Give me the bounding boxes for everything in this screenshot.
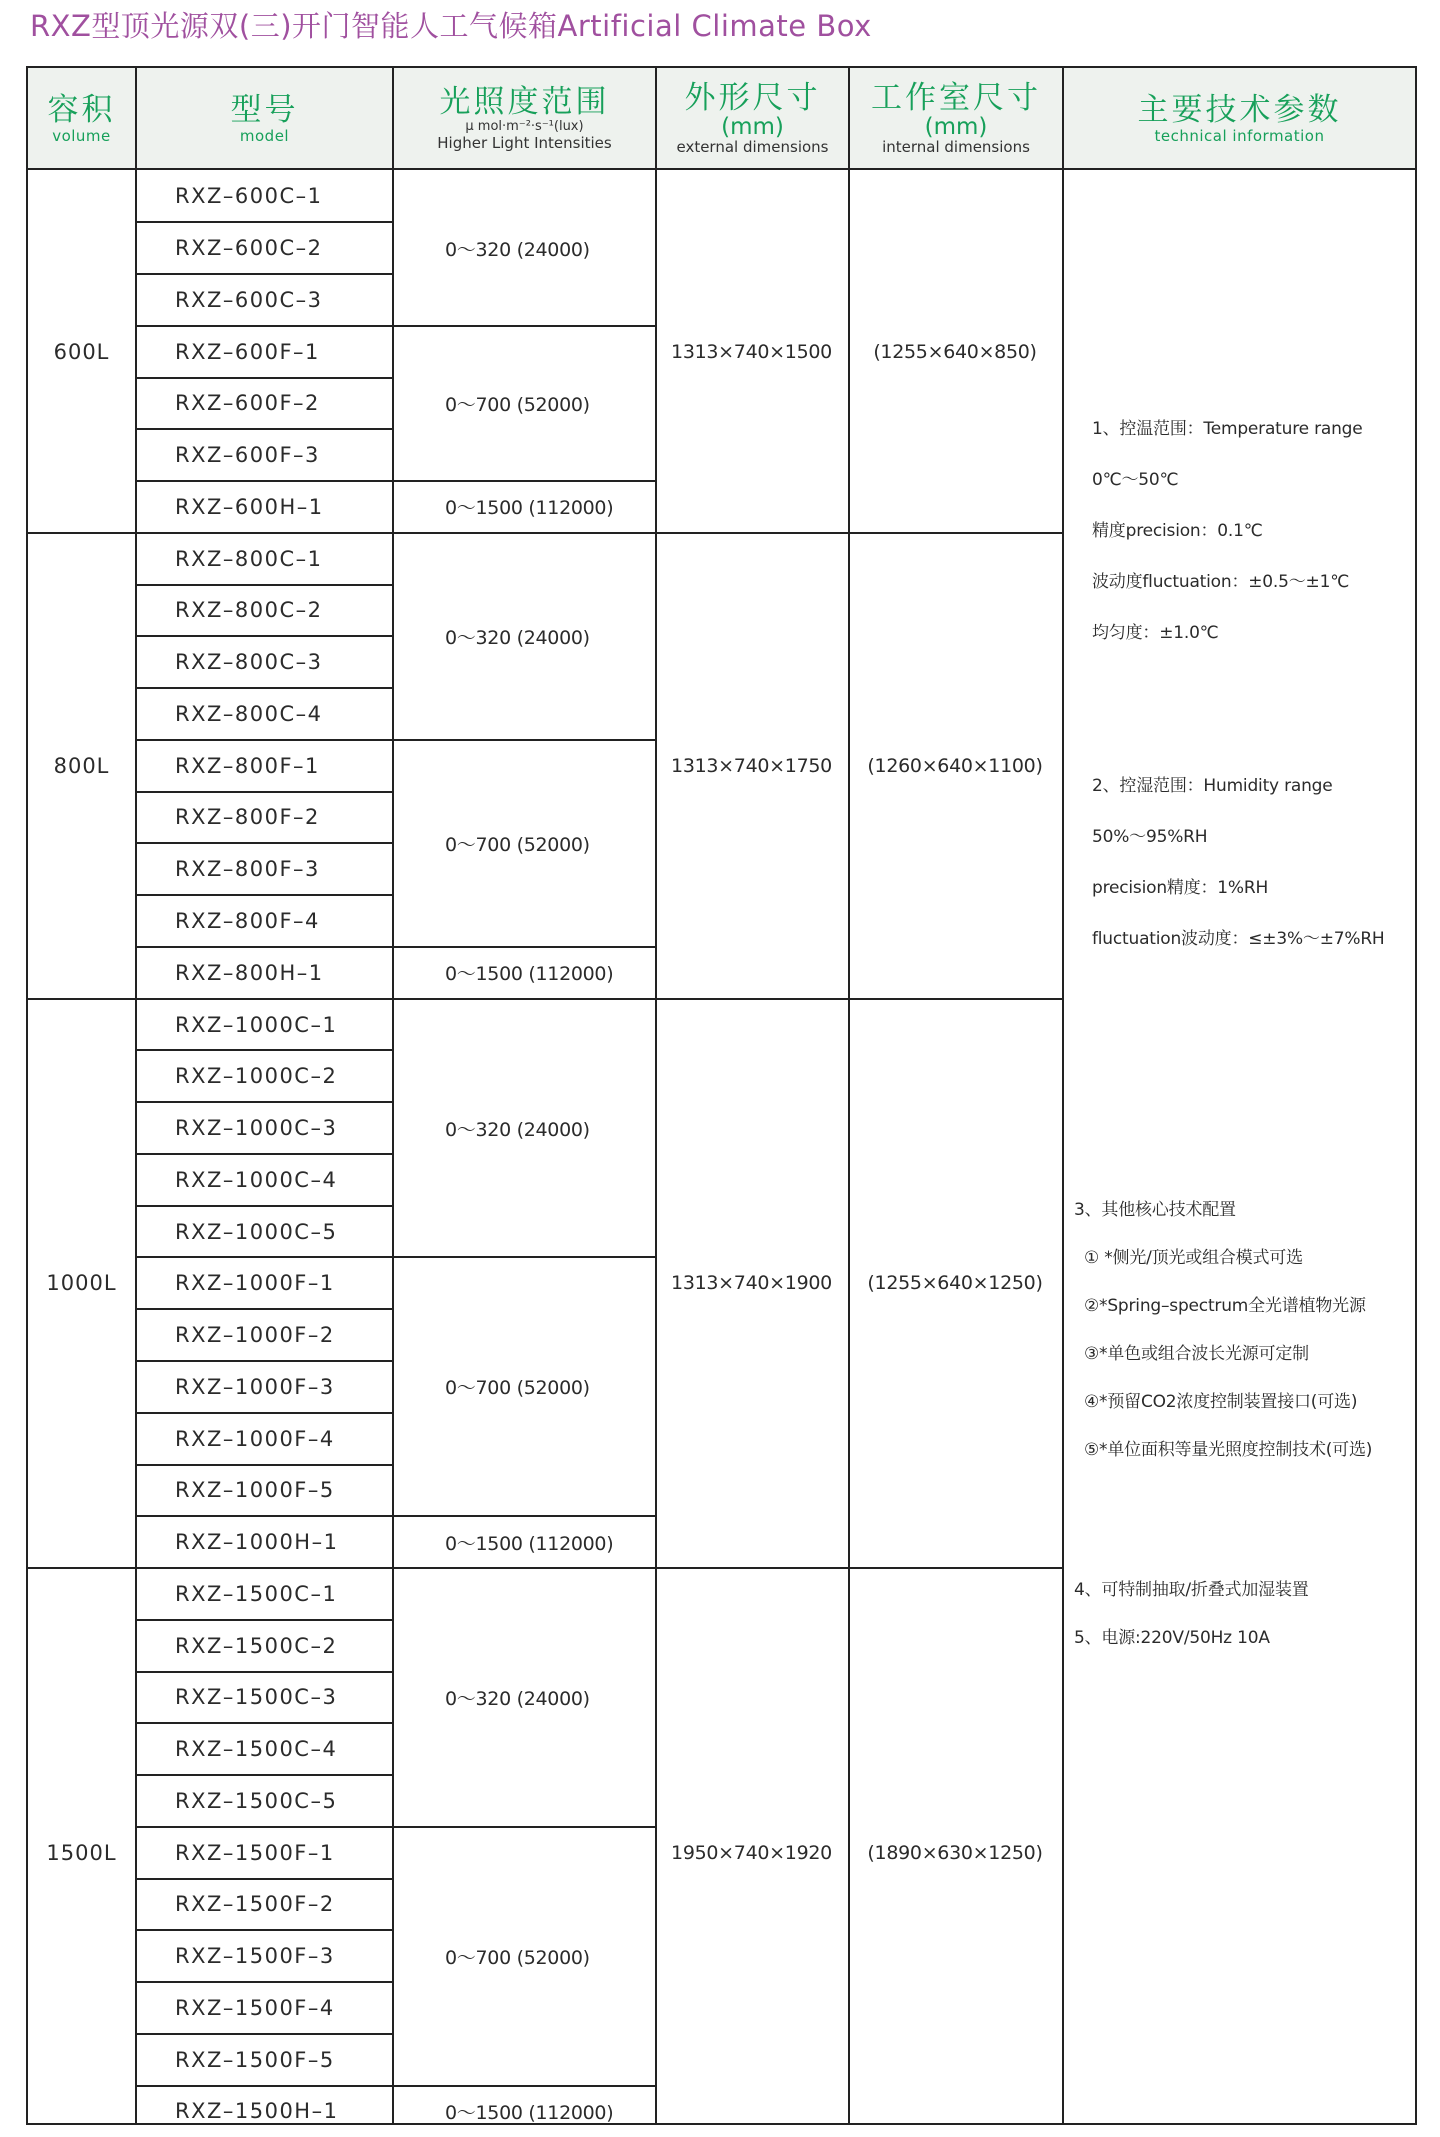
light-range-cell: 0～1500 (112000) — [445, 497, 614, 520]
tech-line: 精度precision：0.1℃ — [1092, 521, 1263, 541]
light-range-cell: 0～1500 (112000) — [445, 963, 614, 986]
model-cell: RXZ–1500F–4 — [175, 1995, 335, 2020]
tech-line: 0℃～50℃ — [1092, 470, 1179, 490]
volume-cell: 600L — [53, 339, 110, 364]
model-cell: RXZ–1500C–4 — [175, 1737, 338, 1762]
model-cell: RXZ–800F–1 — [175, 753, 320, 778]
header-internal-cn: 工作室尺寸 — [871, 80, 1041, 116]
tech-line: 3、其他核心技术配置 — [1074, 1200, 1236, 1220]
model-cell: RXZ–1000C–1 — [175, 1012, 338, 1037]
model-cell: RXZ–1000F–1 — [175, 1271, 335, 1296]
model-cell: RXZ–600H–1 — [175, 494, 324, 519]
model-cell: RXZ–600C–2 — [175, 236, 323, 261]
header-light-cn: 光照度范围 — [439, 84, 610, 120]
light-range-cell: 0～1500 (112000) — [445, 2101, 614, 2124]
model-cell: RXZ–800C–3 — [175, 650, 323, 675]
header-model-en: model — [239, 126, 290, 145]
model-cell: RXZ–1000C–5 — [175, 1219, 338, 1244]
model-cell: RXZ–1000F–4 — [175, 1426, 335, 1451]
volume-cell: 1500L — [46, 1840, 117, 1865]
light-range-cell: 0～320 (24000) — [445, 238, 590, 261]
tech-line: 2、控湿范围：Humidity range — [1092, 776, 1333, 796]
model-cell: RXZ–1500F–1 — [175, 1840, 335, 1865]
model-cell: RXZ–1000F–3 — [175, 1374, 335, 1399]
model-cell: RXZ–1500C–3 — [175, 1685, 338, 1710]
light-range-cell: 0～700 (52000) — [445, 1377, 590, 1400]
model-cell: RXZ–600F–1 — [175, 339, 320, 364]
header-internal-mm: (mm) — [924, 114, 988, 140]
header-model-cn: 型号 — [230, 91, 299, 128]
external-dimensions-cell: 1950×740×1920 — [671, 1841, 832, 1864]
tech-line: 5、电源:220V/50Hz 10A — [1074, 1628, 1270, 1648]
model-cell: RXZ–1000F–5 — [175, 1478, 335, 1503]
tech-line: ③*单色或组合波长光源可定制 — [1084, 1344, 1309, 1364]
tech-line: fluctuation波动度：≤±3%～±7%RH — [1092, 929, 1385, 949]
light-range-cell: 0～1500 (112000) — [445, 1532, 614, 1555]
model-cell: RXZ–600C–3 — [175, 287, 323, 312]
model-cell: RXZ–800C–4 — [175, 701, 323, 726]
light-range-cell: 0～320 (24000) — [445, 1687, 590, 1710]
internal-dimensions-cell: (1255×640×1250) — [867, 1272, 1043, 1295]
model-cell: RXZ–1500C–5 — [175, 1788, 338, 1813]
tech-line: ① *侧光/顶光或组合模式可选 — [1084, 1248, 1303, 1268]
light-range-cell: 0～700 (52000) — [445, 833, 590, 856]
model-cell: RXZ–600F–2 — [175, 391, 320, 416]
model-cell: RXZ–1500C–1 — [175, 1581, 338, 1606]
tech-line: ④*预留CO2浓度控制装置接口(可选) — [1084, 1392, 1358, 1412]
tech-line: 均匀度：±1.0℃ — [1092, 623, 1219, 643]
model-cell: RXZ–800F–4 — [175, 909, 320, 933]
header-external-en: external dimensions — [676, 138, 829, 156]
model-cell: RXZ–600C–1 — [175, 184, 323, 209]
model-cell: RXZ–600F–3 — [175, 443, 320, 468]
model-cell: RXZ–800H–1 — [175, 960, 324, 985]
model-cell: RXZ–1500C–2 — [175, 1633, 338, 1658]
header-light-unit: μ mol·m⁻²·s⁻¹(lux) — [465, 119, 584, 134]
internal-dimensions-cell: (1890×630×1250) — [867, 1841, 1043, 1864]
model-cell: RXZ–1000F–2 — [175, 1323, 335, 1348]
model-cell: RXZ–1500H–1 — [175, 2099, 339, 2124]
light-range-cell: 0～700 (52000) — [445, 393, 590, 416]
external-dimensions-cell: 1313×740×1500 — [671, 340, 832, 363]
light-range-cell: 0～320 (24000) — [445, 1118, 590, 1141]
model-cell: RXZ–1500F–5 — [175, 2047, 335, 2072]
page-title: RXZ型顶光源双(三)开门智能人工气候箱Artificial Climate Box — [30, 9, 872, 43]
light-range-cell: 0～700 (52000) — [445, 1946, 590, 1969]
tech-line: 波动度fluctuation：±0.5～±1℃ — [1092, 572, 1350, 592]
model-cell: RXZ–1000C–2 — [175, 1064, 338, 1089]
header-volume-cn: 容积 — [47, 91, 116, 128]
external-dimensions-cell: 1313×740×1900 — [671, 1272, 832, 1295]
spec-table-frame — [26, 66, 1417, 2125]
model-cell: RXZ–800F–2 — [175, 805, 320, 830]
header-volume-en: volume — [52, 126, 111, 145]
model-cell: RXZ–1500F–3 — [175, 1944, 335, 1969]
volume-cell: 1000L — [46, 1271, 117, 1296]
model-cell: RXZ–800C–2 — [175, 598, 323, 623]
tech-line: ②*Spring–spectrum全光谱植物光源 — [1084, 1296, 1366, 1316]
tech-line: 1、控温范围：Temperature range — [1092, 419, 1363, 439]
header-external-cn: 外形尺寸 — [684, 80, 821, 116]
tech-line: precision精度：1%RH — [1092, 878, 1269, 898]
tech-line: 50%～95%RH — [1092, 827, 1208, 847]
model-cell: RXZ–1000C–4 — [175, 1167, 338, 1192]
model-cell: RXZ–1500F–2 — [175, 1892, 335, 1917]
model-cell: RXZ–1000H–1 — [175, 1530, 339, 1555]
external-dimensions-cell: 1313×740×1750 — [671, 754, 832, 777]
header-tech-cn: 主要技术参数 — [1137, 91, 1342, 128]
header-tech-en: technical information — [1154, 126, 1325, 145]
light-range-cell: 0～320 (24000) — [445, 626, 590, 649]
internal-dimensions-cell: (1260×640×1100) — [867, 754, 1043, 777]
header-light-en: Higher Light Intensities — [437, 134, 612, 152]
tech-line: ⑤*单位面积等量光照度控制技术(可选) — [1084, 1440, 1373, 1460]
header-external-mm: (mm) — [721, 114, 784, 140]
model-cell: RXZ–800F–3 — [175, 857, 320, 882]
internal-dimensions-cell: (1255×640×850) — [873, 340, 1037, 363]
header-internal-en: internal dimensions — [882, 138, 1030, 156]
model-cell: RXZ–1000C–3 — [175, 1116, 338, 1141]
volume-cell: 800L — [53, 753, 110, 778]
model-cell: RXZ–800C–1 — [175, 546, 323, 571]
tech-line: 4、可特制抽取/折叠式加湿装置 — [1074, 1580, 1309, 1600]
